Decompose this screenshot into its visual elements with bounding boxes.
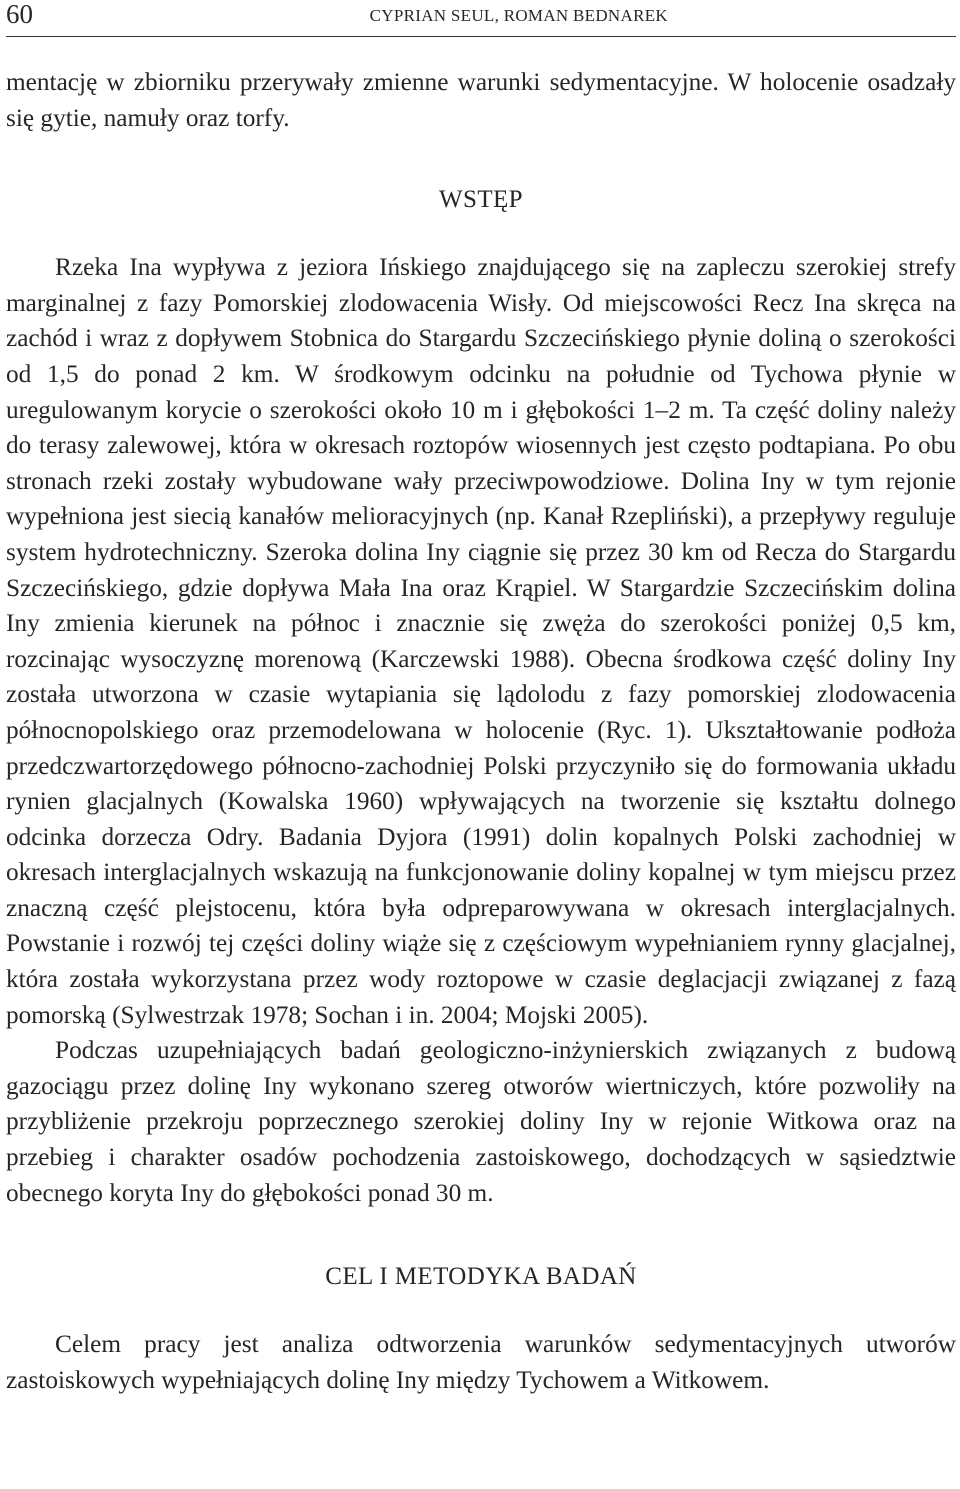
section-heading-cel-i-metodyka: CEL I METODYKA BADAŃ [325, 1263, 637, 1291]
cel-paragraph-1: Celem pracy jest analiza odtworzenia warunków sedymentacyjnych utworów zastoiskowych wypełniających dolinę Iny między Tychowem a Witkowem. [6, 1330, 956, 1394]
page [6, 0, 956, 1398]
header-authors: CYPRIAN SEUL, ROMAN BEDNAREK [369, 6, 668, 25]
intro-continuation-paragraph: mentację w zbiorniku przerywały zmienne warunki sedymentacyjne. W holocenie osadzały się gytie, namuły oraz torfy. [6, 68, 956, 132]
wstep-paragraph-2: Podczas uzupełniających badań geologiczno-inżynierskich związanych z budową gazociągu przez dolinę Iny wykonano szereg otworów wiertniczych, które pozwoliły na przybliżenie przekroju poprzecznego szerokiej doliny Iny w rejonie Witkowa oraz na przebieg i charakter osadów pochodzenia zastoiskowego, dochodzących w sąsiedztwie obecnego koryta Iny do głębokości ponad 30 m. [6, 1036, 956, 1207]
page-number: 60 [6, 0, 33, 29]
section-heading-wstep: WSTĘP [439, 186, 523, 214]
running-header [6, 0, 956, 37]
wstep-paragraph-1: Rzeka Ina wypływa z jeziora Ińskiego znajdującego się na zapleczu szerokiej strefy marginalnej z fazy Pomorskiej zlodowacenia Wisły. Od miejscowości Recz Ina skręca na zachód i wraz z dopływem Stobnica do Stargardu Szczecińskiego płynie doliną o szerokości od 1,5 do ponad 2 km. W środkowym odcinku na południe od Tychowa płynie w uregulowanym korycie o szerokości około 10 m i głębokości 1–2 m. Ta część doliny należy do terasy zalewowej, która w okresach roztopów wiosennych jest często podtapiana. Po obu stronach rzeki zostały wybudowane wały przeciwpowodziowe. Dolina Iny w tym rejonie wypełniona jest siecią kanałów melioracyjnych (np. Kanał Rzepliński), a przepływy reguluje system hydrotechniczny. Szeroka dolina Iny ciągnie się przez 30 km od Recza do Stargardu Szczecińskiego, gdzie dopływa Mała Ina oraz Krąpiel. W Stargardzie Szczecińskim dolina Iny zmienia kierunek na północ i znacznie się zwęża do szerokości poniżej 0,5 km, rozcinając wysoczyznę morenową (Karczewski 1988). Obecna środkowa część doliny Iny została utworzona w czasie wytapiania się lądolodu z fazy pomorskiej zlodowacenia północnopolskiego oraz przemodelowana w holocenie (Ryc. 1). Ukształtowanie podłoża przedczwartorzędowego północno-zachodniej Polski przyczyniło się do formowania układu rynien glacjalnych (Kowalska 1960) wpływających na tworzenie się kształtu dolnego odcinka dorzecza Odry. Badania Dyjora (1991) dolin kopalnych Polski zachodniej w okresach interglacjalnych wskazują na funkcjonowanie doliny kopalnej w tym miejscu przez znaczną część plejstocenu, która była odpreparowywana w okresach interglacjalnych. Powstanie i rozwój tej części doliny wiąże się z częściowym wypełnianiem rynny glacjalnej, która została wykorzystana przez wody roztopowe w czasie deglacjacji związanej z fazą pomorską (Sylwestrzak 1978; Sochan i in. 2004; Mojski 2005). [6, 253, 956, 1029]
